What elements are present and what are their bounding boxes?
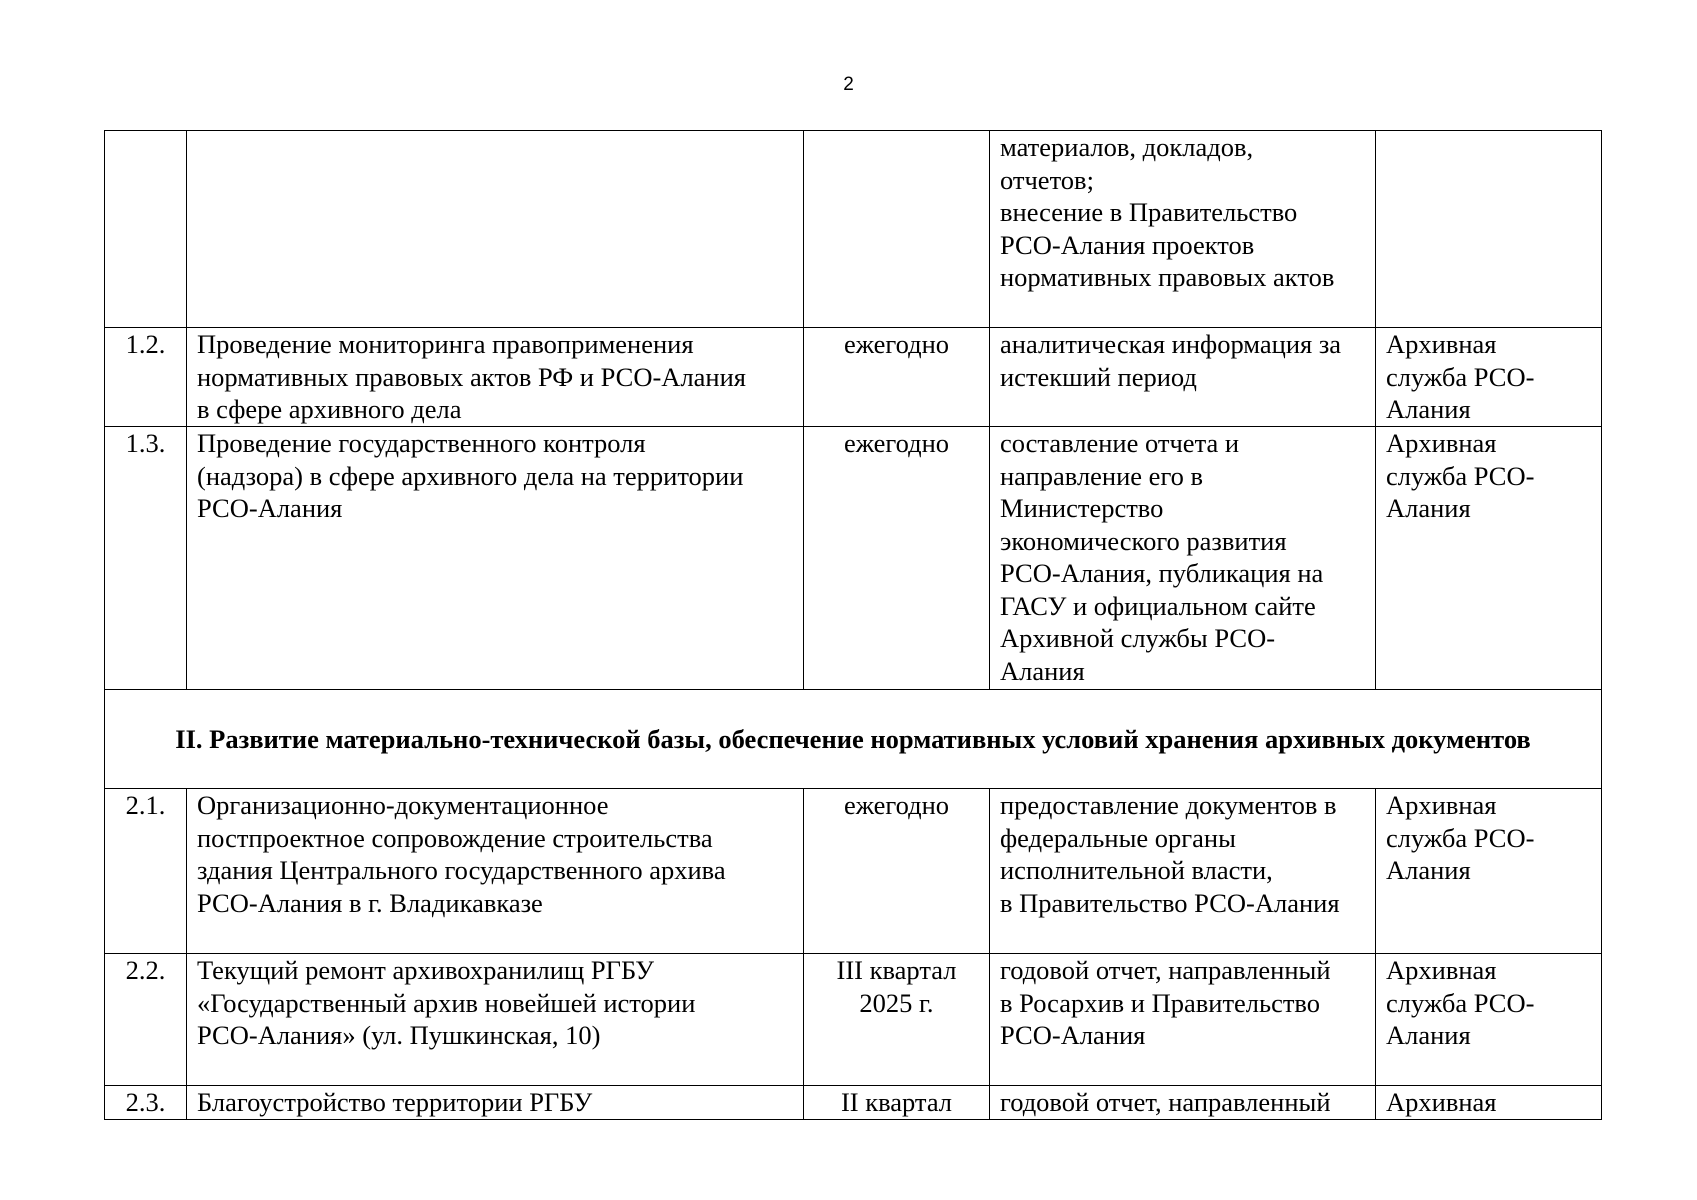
term-cell [804,131,990,328]
executor-cell: Архивная [1376,1086,1602,1120]
table-row [105,954,1602,1086]
executor-cell: Архивная служба РСО- Алания [1376,328,1602,427]
term-cell: II квартал [804,1086,990,1120]
term-cell: ежегодно [804,427,990,690]
term-cell: ежегодно [804,789,990,954]
row-number-cell: 1.3. [105,427,187,690]
plan-table [104,130,1602,1120]
term-cell: III квартал 2025 г. [804,954,990,1086]
activity-cell: Благоустройство территории РГБУ [187,1086,804,1120]
row-number-cell: 2.1. [105,789,187,954]
executor-cell [1376,131,1602,328]
table-row [105,789,1602,954]
activity-cell [187,131,804,328]
executor-cell: Архивная служба РСО- Алания [1376,427,1602,690]
row-number-cell: 2.3. [105,1086,187,1120]
section-header-row [105,690,1602,789]
term-cell: ежегодно [804,328,990,427]
result-cell: аналитическая информация за истекший период [990,328,1376,427]
table-row [105,1086,1602,1120]
table-row [105,131,1602,328]
result-cell: годовой отчет, направленный [990,1086,1376,1120]
table-row [105,328,1602,427]
table-row [105,427,1602,690]
result-cell: годовой отчет, направленный в Росархив и Правительство РСО-Алания [990,954,1376,1086]
result-cell: материалов, докладов, отчетов; внесение в Правительство РСО-Алания проектов нормативных правовых актов [990,131,1376,328]
row-number-cell [105,131,187,328]
result-cell: составление отчета и направление его в Министерство экономического развития РСО-Алания, публикация на ГАСУ и официальном сайте Архивной службы РСО- Алания [990,427,1376,690]
page-number: 2 [843,74,854,95]
section-title: II. Развитие материально-технической базы, обеспечение нормативных условий хранения архивных документов [105,690,1602,789]
activity-cell: Проведение государственного контроля (надзора) в сфере архивного дела на территории РСО-Алания [187,427,804,690]
result-cell: предоставление документов в федеральные органы исполнительной власти, в Правительство РСО-Алания [990,789,1376,954]
activity-cell: Организационно-документационное постпроектное сопровождение строительства здания Центрального государственного архива РСО-Алания в г. Владикавказе [187,789,804,954]
row-number-cell: 1.2. [105,328,187,427]
executor-cell: Архивная служба РСО- Алания [1376,789,1602,954]
executor-cell: Архивная служба РСО- Алания [1376,954,1602,1086]
row-number-cell: 2.2. [105,954,187,1086]
activity-cell: Проведение мониторинга правоприменения нормативных правовых актов РФ и РСО-Алания в сфере архивного дела [187,328,804,427]
activity-cell: Текущий ремонт архивохранилищ РГБУ «Государственный архив новейшей истории РСО-Алания» (ул. Пушкинская, 10) [187,954,804,1086]
